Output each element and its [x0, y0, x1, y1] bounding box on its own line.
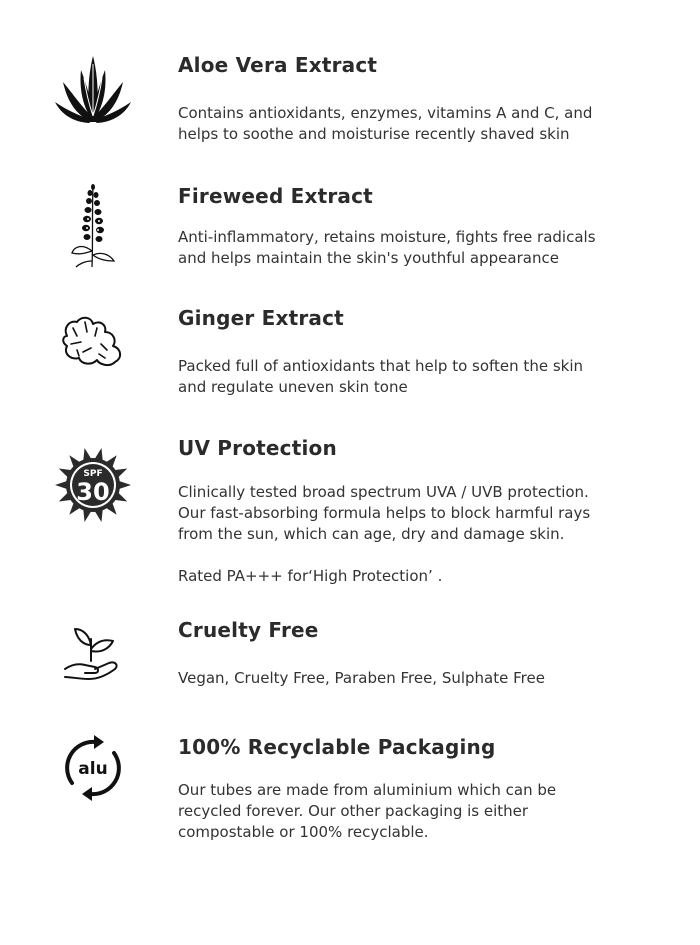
description-line: Our tubes are made from aluminium which can be	[178, 781, 557, 799]
spf-sun-icon	[45, 444, 140, 526]
feature-description	[178, 482, 678, 587]
description-line: Anti-inflammatory, retains moisture, fights free radicals	[178, 228, 596, 246]
sun-ray	[55, 481, 67, 489]
spf-label: SPF	[82, 469, 103, 479]
feature-description	[178, 103, 678, 145]
feature-description	[178, 668, 678, 689]
aloe-vera-icon	[45, 50, 140, 130]
spf-value: 30	[75, 478, 110, 506]
description-extra-line: Rated PA+++ for‘High Protection’ .	[178, 567, 443, 585]
feature-title: Aloe Vera Extract	[178, 53, 378, 77]
ginger-icon	[45, 310, 140, 372]
feature-title: Cruelty Free	[178, 618, 319, 642]
description-line: recycled forever. Our other packaging is either	[178, 802, 529, 820]
description-line: and helps maintain the skin's youthful appearance	[178, 249, 559, 267]
hand-sprout-icon	[45, 618, 140, 688]
sun-ray	[118, 481, 130, 489]
feature-title: UV Protection	[178, 436, 337, 460]
feature-description	[178, 356, 678, 398]
alu-label: alu	[77, 759, 108, 779]
description-line: from the sun, which can age, dry and damage skin.	[178, 525, 565, 543]
description-line: and regulate uneven skin tone	[178, 378, 408, 396]
description-line: Packed full of antioxidants that help to soften the skin	[178, 357, 583, 375]
feature-title: 100% Recyclable Packaging	[178, 735, 496, 759]
description-line: Contains antioxidants, enzymes, vitamins A and C, and	[178, 104, 593, 122]
description-line: Vegan, Cruelty Free, Paraben Free, Sulphate Free	[178, 669, 545, 687]
fireweed-icon	[45, 180, 140, 270]
description-line: Our fast-absorbing formula helps to block harmful rays	[178, 504, 591, 522]
description-line: helps to soothe and moisturise recently shaved skin	[178, 125, 570, 143]
description-line: Clinically tested broad spectrum UVA / UVB protection.	[178, 483, 589, 501]
alu-recycle-icon	[45, 733, 140, 803]
feature-title: Fireweed Extract	[178, 184, 373, 208]
feature-description	[178, 227, 678, 269]
description-line: compostable or 100% recyclable.	[178, 823, 429, 841]
feature-description	[178, 780, 678, 843]
feature-title: Ginger Extract	[178, 306, 344, 330]
